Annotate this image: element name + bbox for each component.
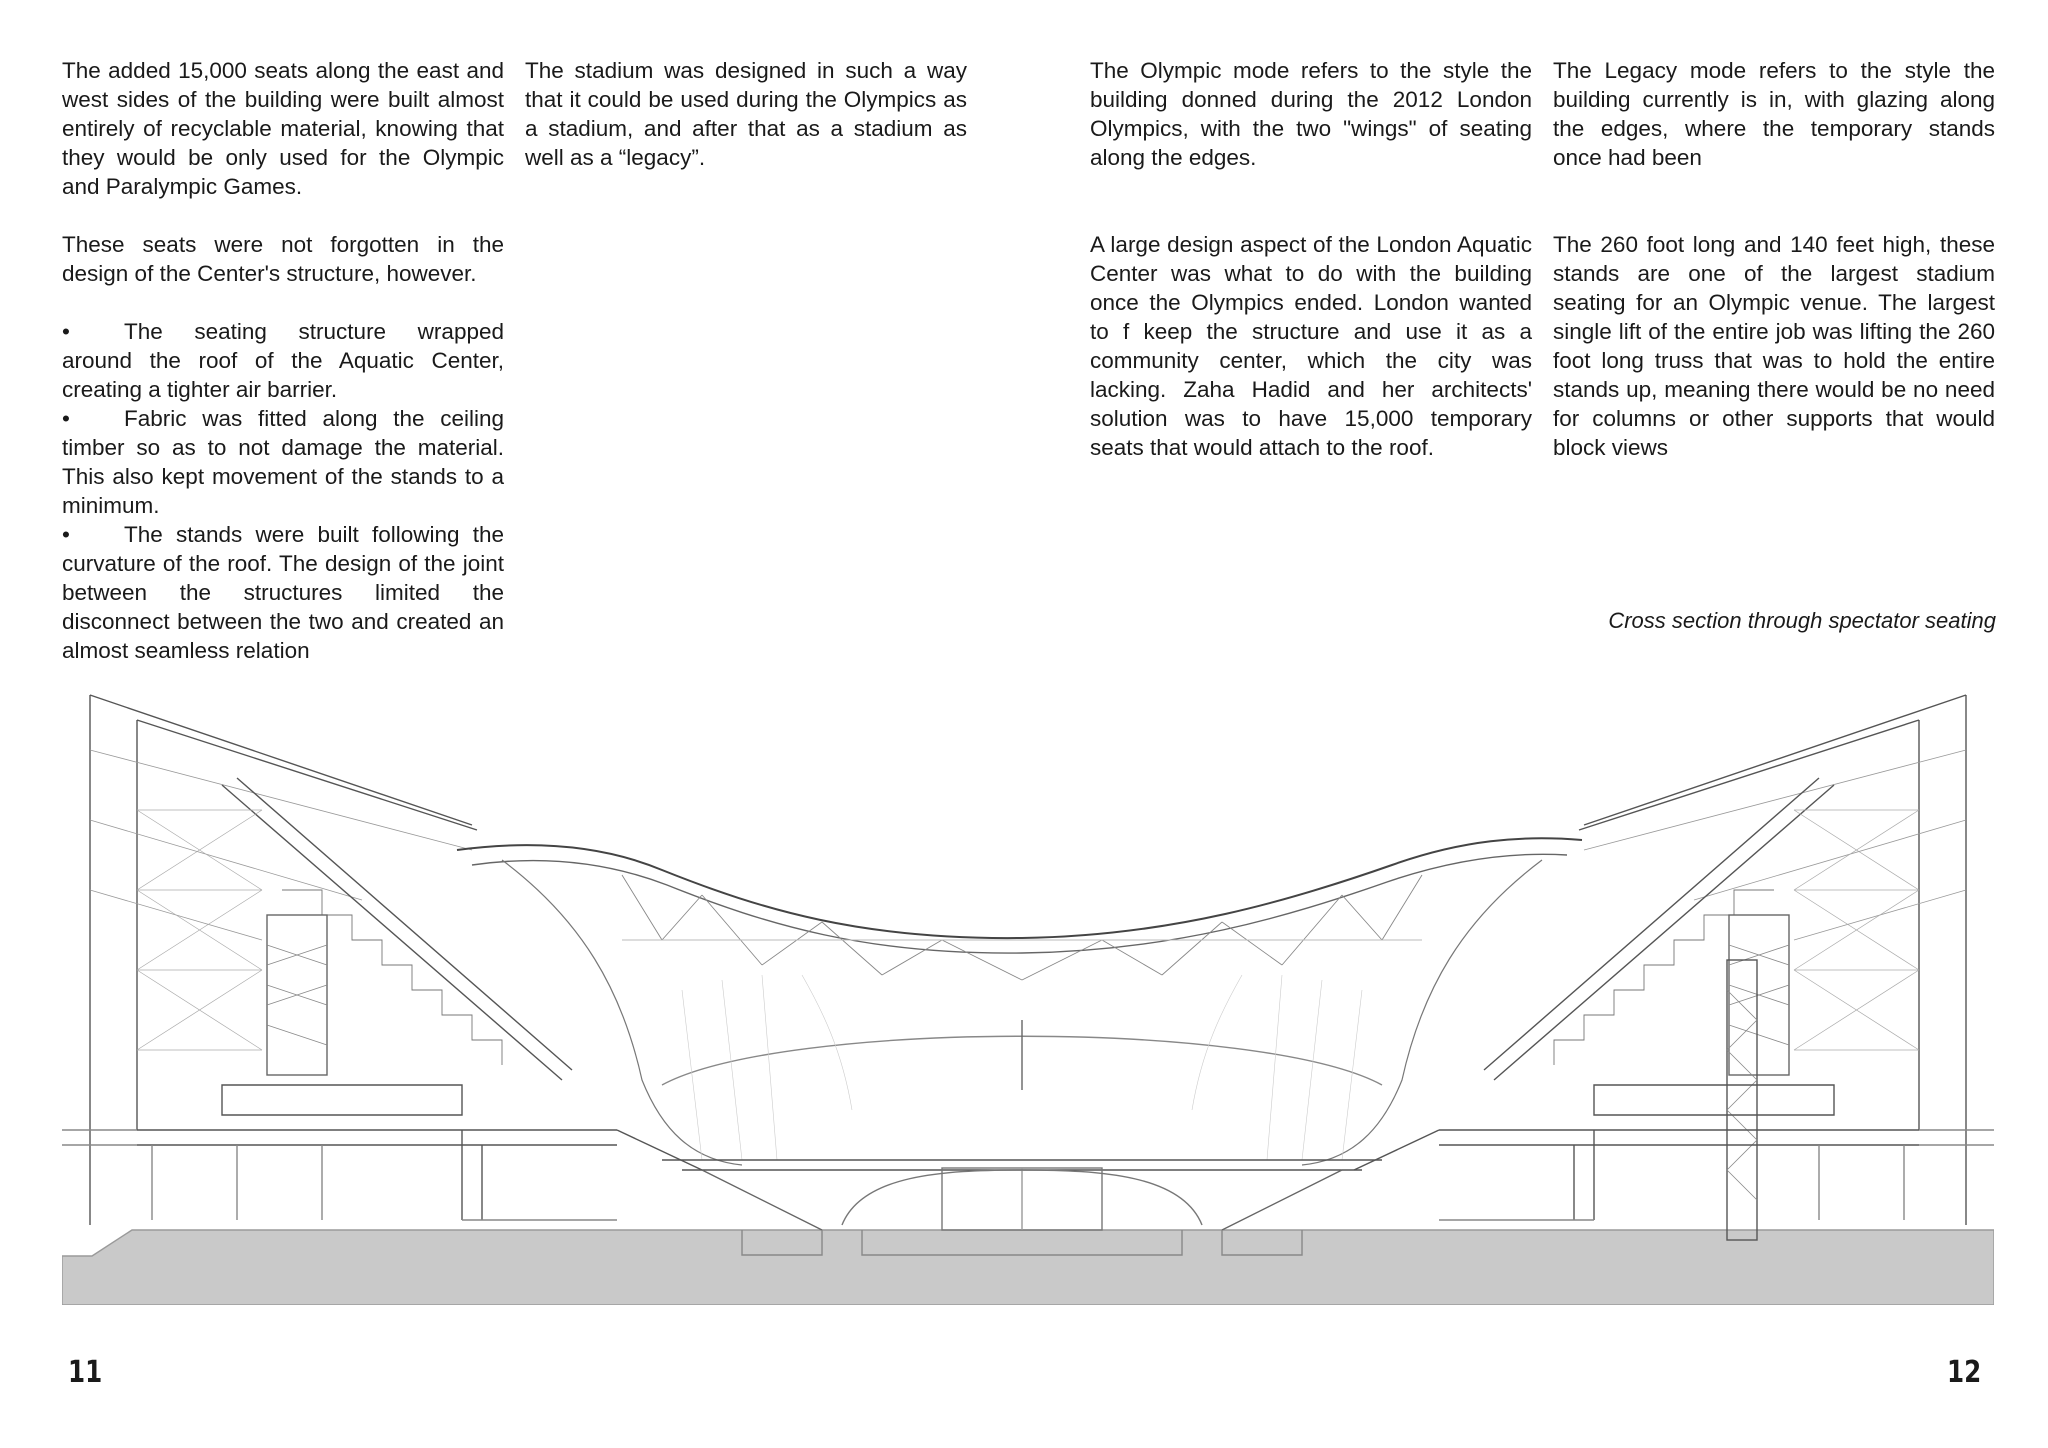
figure-caption: Cross section through spectator seating	[1608, 608, 1996, 633]
bullet-text: Fabric was fitted along the ceiling timber so as to not damage the material. This also kept movement of the stands to a minimum.	[62, 406, 504, 518]
left-concourse	[137, 1085, 617, 1220]
left-seating-rake	[222, 778, 572, 1080]
bullet-item: • The seating structure wrapped around the roof of the Aquatic Center, creating a tighter air barrier.	[62, 319, 504, 402]
left-column-2	[525, 56, 967, 172]
paragraph-recyclable-seats: The added 15,000 seats along the east and west sides of the building were built almost entirely of recyclable material, knowing that they would be only used for the Olympic and Paralympic Games.	[62, 58, 504, 199]
paragraph-legacy-mode: The Legacy mode refers to the style the building currently is in, with glazing along the edges, where the temporary stands once had been	[1553, 58, 1995, 170]
bullet-item: • Fabric was fitted along the ceiling timber so as to not damage the material. This also kept movement of the stands to a minimum.	[62, 406, 504, 518]
left-column-1	[62, 56, 504, 665]
right-concourse	[1439, 1085, 1919, 1220]
paragraph-seats-not-forgotten: These seats were not forgotten in the design of the Center's structure, however.	[62, 232, 504, 286]
cross-section-drawing	[62, 690, 1994, 1305]
page-number-right: 12	[1947, 1355, 1982, 1390]
page-number-left: 11	[68, 1355, 103, 1390]
bullet-item: • The stands were built following the curvature of the roof. The design of the joint between the structures limited the disconnect between the two and created an almost seamless relation	[62, 522, 504, 663]
right-seating-rake	[1484, 778, 1834, 1080]
bullet-text: The seating structure wrapped around the roof of the Aquatic Center, creating a tighter air barrier.	[62, 319, 504, 402]
paragraph-design-aspect: A large design aspect of the London Aquatic Center was what to do with the building once the Olympics ended. London wanted to f keep the structure and use it as a community center, which the city was lacking. Zaha Hadid and her architects' solution was to have 15,000 temporary seats that would attach to the roof.	[1090, 232, 1532, 460]
ground-slab	[62, 1230, 1994, 1305]
right-column-1	[1090, 56, 1532, 462]
right-column-2	[1553, 56, 1995, 462]
right-lift-tower	[1727, 960, 1757, 1240]
paragraph-olympic-mode: The Olympic mode refers to the style the building donned during the 2012 London Olympics, with the two "wings" of seating along the edges.	[1090, 58, 1532, 170]
paragraph-stadium-design: The stadium was designed in such a way that it could be used during the Olympics as a stadium, and after that as a stadium as well as a “legacy”.	[525, 58, 967, 170]
bullet-text: The stands were built following the curvature of the roof. The design of the joint between the structures limited the disconnect between the two and created an almost seamless relation	[62, 522, 504, 663]
roof-underside	[502, 860, 1542, 1165]
roof-wave	[457, 838, 1582, 938]
paragraph-stands-size: The 260 foot long and 140 feet high, these stands are one of the largest stadium seating for an Olympic venue. The largest single lift of the entire job was lifting the 260 foot long truss that was to hold the entire stands up, meaning there would be no need for columns or other supports that would block views	[1553, 232, 1995, 460]
